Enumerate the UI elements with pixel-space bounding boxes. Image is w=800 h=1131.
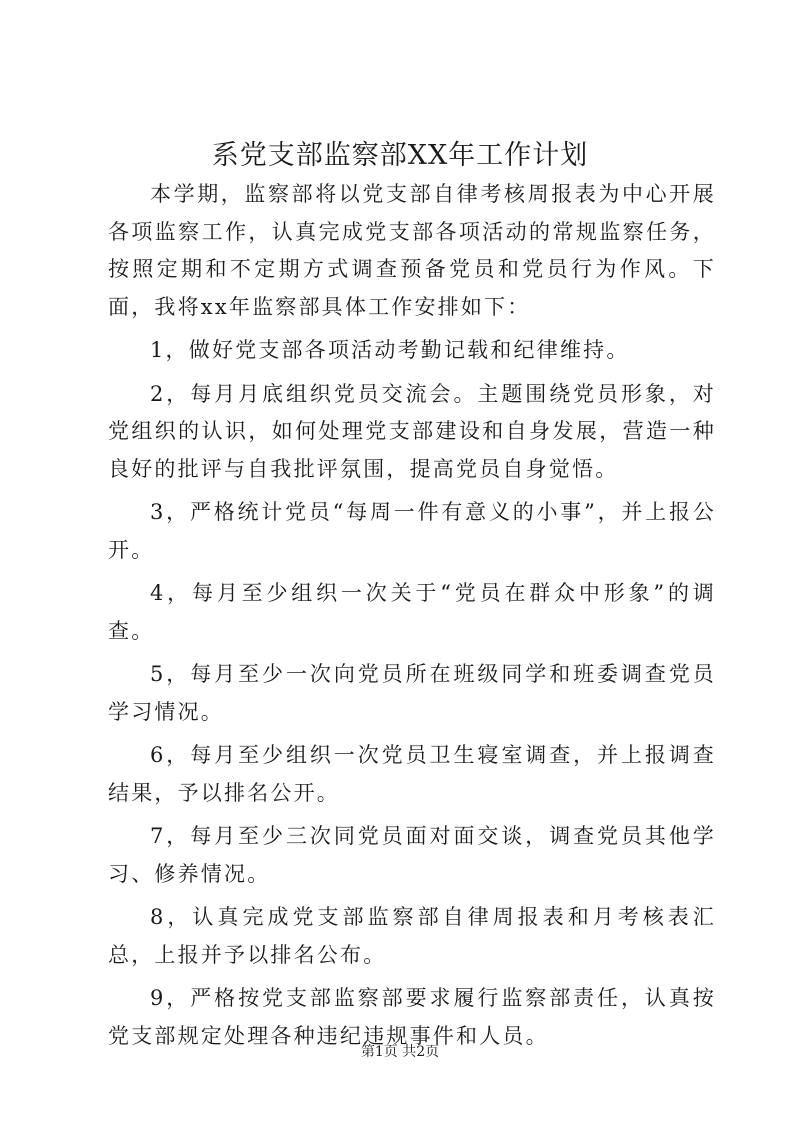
plan-item-5: 5，每月至少一次向党员所在班级同学和班委调查党员学习情况。 (108, 662, 716, 724)
document-body (108, 176, 716, 1061)
plan-item-3: 3，严格统计党员“每周一件有意义的小事”，并上报公开。 (108, 500, 716, 562)
plan-item-4: 4，每月至少组织一次关于“党员在群众中形象”的调查。 (108, 581, 716, 643)
plan-item-1: 1，做好党支部各项活动考勤记载和纪律维持。 (150, 338, 630, 362)
plan-item-8: 8，认真完成党支部监察部自律周报表和月考核表汇总，上报并予以排名公布。 (108, 905, 716, 967)
page-footer: 第1页 共2页 (360, 1044, 440, 1060)
plan-item-7: 7，每月至少三次同党员面对面交谈，调查党员其他学习、修养情况。 (108, 824, 716, 886)
plan-item-2: 2，每月月底组织党员交流会。主题围绕党员形象，对党组织的认识，如何处理党支部建设和自身发展，营造一种良好的批评与自我批评氛围，提高党员自身觉悟。 (108, 381, 716, 481)
document-title: 系党支部监察部XX年工作计划 (211, 140, 589, 171)
intro-paragraph: 本学期，监察部将以党支部自律考核周报表为中心开展各项监察工作，认真完成党支部各项活动的常规监察任务，按照定期和不定期方式调查预备党员和党员行为作风。下面，我将xx年监察部具体工作安排如下： (108, 182, 716, 319)
plan-item-6: 6，每月至少组织一次党员卫生寝室调查，并上报调查结果，予以排名公开。 (108, 743, 716, 805)
plan-item-9: 9，严格按党支部监察部要求履行监察部责任，认真按党支部规定处理各种违纪违规事件和人员。 (108, 986, 716, 1048)
